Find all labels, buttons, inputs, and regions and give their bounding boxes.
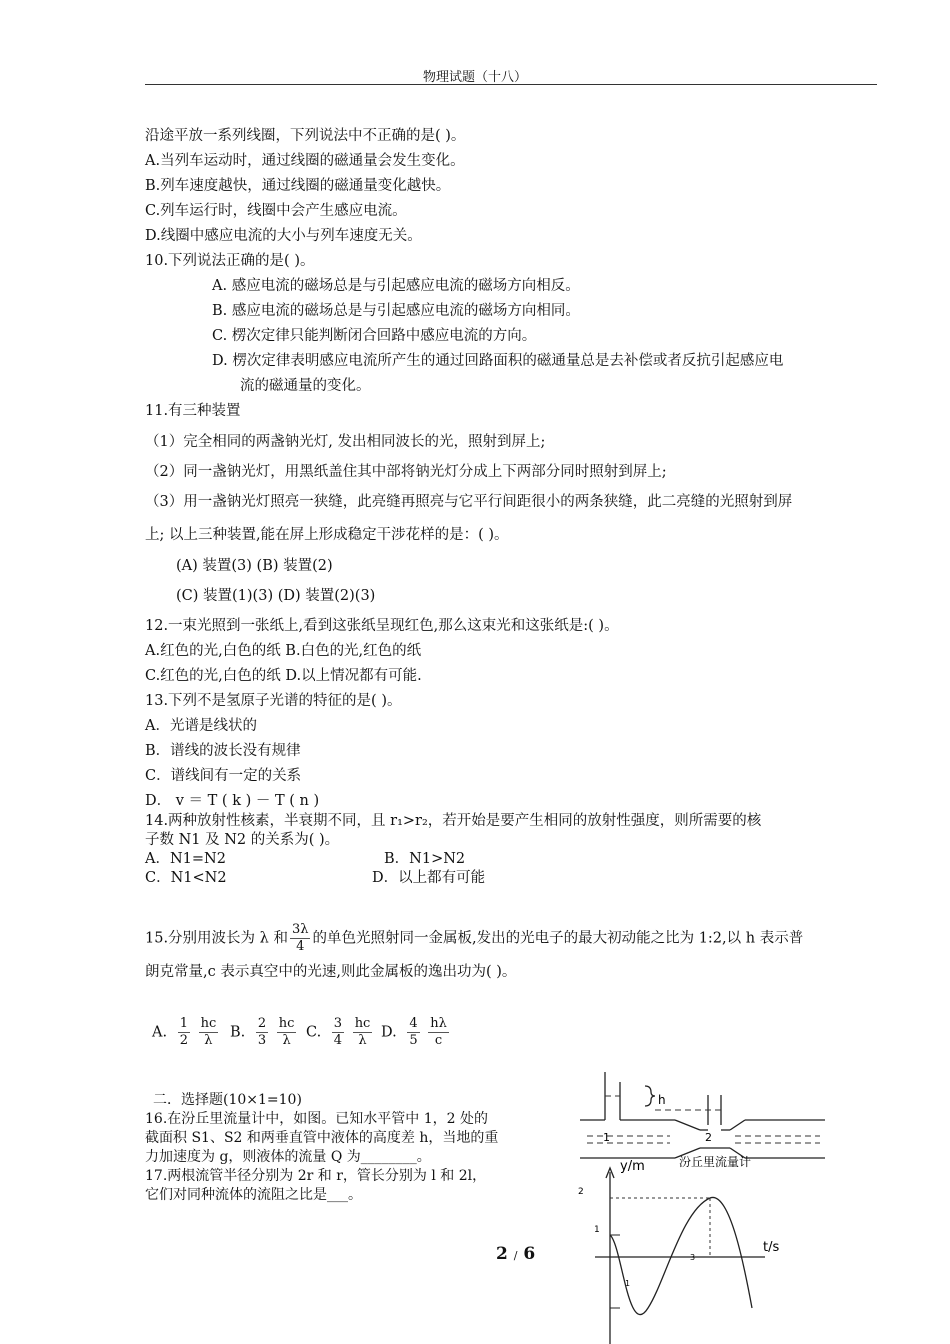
q17-line2: 它们对同种流体的流阻之比是___。 — [145, 1187, 362, 1203]
q10-option-d-cont: 流的磁通量的变化。 — [240, 378, 371, 394]
q9-option-a: A.当列车运动时，通过线圈的磁通量会发生变化。 — [145, 153, 465, 169]
q15-option-b-frac1 — [256, 1016, 268, 1049]
q15-fraction-num: 3λ — [291, 922, 309, 937]
q10-option-d: D. 楞次定律表明感应电流所产生的通过回路面积的磁通量总是去补偿或者反抗引起感应电 — [212, 353, 784, 369]
wave-ytick-1: 1 — [594, 1225, 600, 1235]
q14-option-d: D．以上都有可能 — [372, 870, 486, 886]
q15-option-b — [230, 1016, 298, 1049]
q13-option-c: C．谱线间有一定的关系 — [145, 768, 302, 784]
q15-stem — [145, 922, 803, 955]
q10-stem: 10.下列说法正确的是( )。 — [145, 253, 315, 269]
wave-xlabel: t/s — [763, 1240, 780, 1255]
venturi-caption: 汾丘里流量计 — [679, 1155, 752, 1169]
q11-options-row1: (A) 装置(3) (B) 装置(2) — [176, 558, 333, 574]
q15-stem-cont: 朗克常量,c 表示真空中的光速,则此金属板的逸出功为( )。 — [145, 964, 517, 980]
q14-stem: 14.两种放射性核素，半衰期不同，且 r₁>r₂，若开始是要产生相同的放射性强度，则所需要的核 — [145, 813, 762, 829]
page-sep: / — [513, 1249, 518, 1262]
venturi-h-label: h — [658, 1093, 666, 1107]
q10-option-b: B. 感应电流的磁场总是与引起感应电流的磁场方向相同。 — [212, 303, 580, 319]
q15-option-d-frac1 — [407, 1016, 419, 1049]
q15-option-c — [306, 1016, 374, 1049]
q15-option-d-d1: 5 — [409, 1033, 418, 1048]
q11-device-3: （3）用一盏钠光灯照亮一狭缝，此亮缝再照亮与它平行间距很小的两条狭缝，此二亮缝的光照射到屏 — [145, 494, 793, 510]
q17-line1: 17.两根流管半径分别为 2r 和 r，管长分别为 l 和 2l， — [145, 1168, 487, 1184]
q12-options-row1: A.红色的光,白色的纸 B.白色的光,红色的纸 — [145, 643, 422, 659]
q15-option-c-label: C. — [306, 1024, 322, 1041]
q9-option-b: B.列车速度越快，通过线圈的磁通量变化越快。 — [145, 178, 451, 194]
q14-stem-cont: 子数 N1 及 N2 的关系为( )。 — [145, 832, 340, 848]
q15-option-d-label: D. — [381, 1024, 397, 1041]
q15-option-d-frac2 — [428, 1016, 449, 1049]
q15-option-c-d2: λ — [358, 1033, 367, 1048]
q12-options-row2: C.红色的光,白色的纸 D.以上情况都有可能. — [145, 668, 422, 684]
q13-option-a: A．光谱是线状的 — [145, 718, 257, 734]
q15-option-d-n1: 4 — [409, 1016, 418, 1031]
q9-option-c: C.列车运行时，线圈中会产生感应电流。 — [145, 203, 407, 219]
q15-option-a-d2: λ — [204, 1033, 213, 1048]
q14-option-c: C．N1<N2 — [145, 870, 227, 886]
q15-option-a-d1: 2 — [179, 1033, 188, 1048]
page-current: 2 — [496, 1244, 508, 1264]
q15-option-c-frac2 — [353, 1016, 373, 1049]
page-total: 6 — [523, 1244, 536, 1264]
q15-fraction — [290, 922, 311, 955]
q12-stem: 12.一束光照到一张纸上,看到这张纸呈现红色,那么这束光和这张纸是:( )。 — [145, 618, 619, 634]
q15-option-c-d1: 4 — [333, 1033, 343, 1048]
q15-option-b-n1: 2 — [257, 1016, 267, 1031]
q15-option-a-n2: hc — [200, 1016, 217, 1031]
page-header: 物理试题（十八） — [422, 70, 527, 85]
q11-device-1: （1）完全相同的两盏钠光灯, 发出相同波长的光，照射到屏上; — [145, 434, 546, 450]
q10-option-c: C. 楞次定律只能判断闭合回路中感应电流的方向。 — [212, 328, 537, 344]
q16-line2: 截面积 S1、S2 和两垂直管中液体的高度差 h，当地的重 — [145, 1130, 499, 1146]
q9-stem-tail: 沿途平放一系列线圈，下列说法中不正确的是( )。 — [145, 128, 466, 144]
q15-option-a-label: A. — [152, 1024, 168, 1041]
q16-line1: 16.在汾丘里流量计中，如图。已知水平管中 1，2 处的 — [145, 1111, 488, 1127]
wave-figure — [570, 1150, 790, 1344]
wave-ytick-2: 2 — [578, 1187, 584, 1197]
q15-stem-part1: 15.分别用波长为 λ 和 — [145, 930, 288, 947]
q13-option-d: D． v ＝ T ( k ) － T ( n ) — [145, 793, 320, 809]
venturi-point-1: 1 — [603, 1131, 610, 1144]
q13-option-b: B．谱线的波长没有规律 — [145, 743, 301, 759]
q15-option-a-frac1 — [178, 1016, 190, 1049]
q10-option-a: A. 感应电流的磁场总是与引起感应电流的磁场方向相反。 — [212, 278, 580, 294]
q13-stem: 13.下列不是氢原子光谱的特征的是( )。 — [145, 693, 402, 709]
q15-option-a-frac2 — [199, 1016, 219, 1049]
q15-option-c-n2: hc — [354, 1016, 371, 1031]
q15-option-d-n2: hλ — [430, 1016, 447, 1031]
q11-options-row2: (C) 装置(1)(3) (D) 装置(2)(3) — [176, 588, 376, 604]
q15-option-d — [381, 1016, 451, 1049]
header-rule — [145, 84, 877, 85]
q15-fraction-den: 4 — [296, 939, 305, 954]
section-2-title: 二．选择题(10×1=10) — [153, 1092, 302, 1108]
q9-option-d: D.线圈中感应电流的大小与列车速度无关。 — [145, 228, 422, 244]
q15-option-a — [152, 1016, 220, 1049]
wave-xtick-1: 1 — [625, 1279, 631, 1288]
q15-option-b-d2: λ — [282, 1033, 291, 1048]
q11-device-2: （2）同一盏钠光灯，用黑纸盖住其中部将钠光灯分成上下两部分同时照射到屏上; — [145, 464, 667, 480]
venturi-point-2: 2 — [705, 1131, 712, 1144]
page-number — [496, 1244, 535, 1264]
q15-option-a-n1: 1 — [179, 1016, 188, 1031]
q15-option-c-frac1 — [332, 1016, 344, 1049]
q14-option-b: B．N1>N2 — [384, 851, 466, 867]
q15-option-b-d1: 3 — [257, 1033, 267, 1048]
q14-option-a: A．N1=N2 — [145, 851, 226, 867]
q15-stem-part2: 的单色光照射同一金属板,发出的光电子的最大初动能之比为 1:2,以 h 表示普 — [312, 930, 804, 947]
q15-option-c-n1: 3 — [333, 1016, 343, 1031]
q11-stem: 11.有三种装置 — [145, 403, 241, 419]
q15-option-d-d2: c — [434, 1033, 443, 1048]
q15-option-b-n2: hc — [278, 1016, 295, 1031]
wave-xtick-3: 3 — [690, 1253, 696, 1262]
q15-option-b-label: B. — [230, 1024, 246, 1041]
q16-line3: 力加速度为 g，则液体的流量 Q 为________。 — [145, 1149, 431, 1165]
q11-question: 上; 以上三种装置,能在屏上形成稳定干涉花样的是：( )。 — [145, 527, 509, 543]
q15-option-b-frac2 — [277, 1016, 297, 1049]
wave-ylabel: y/m — [620, 1159, 645, 1174]
